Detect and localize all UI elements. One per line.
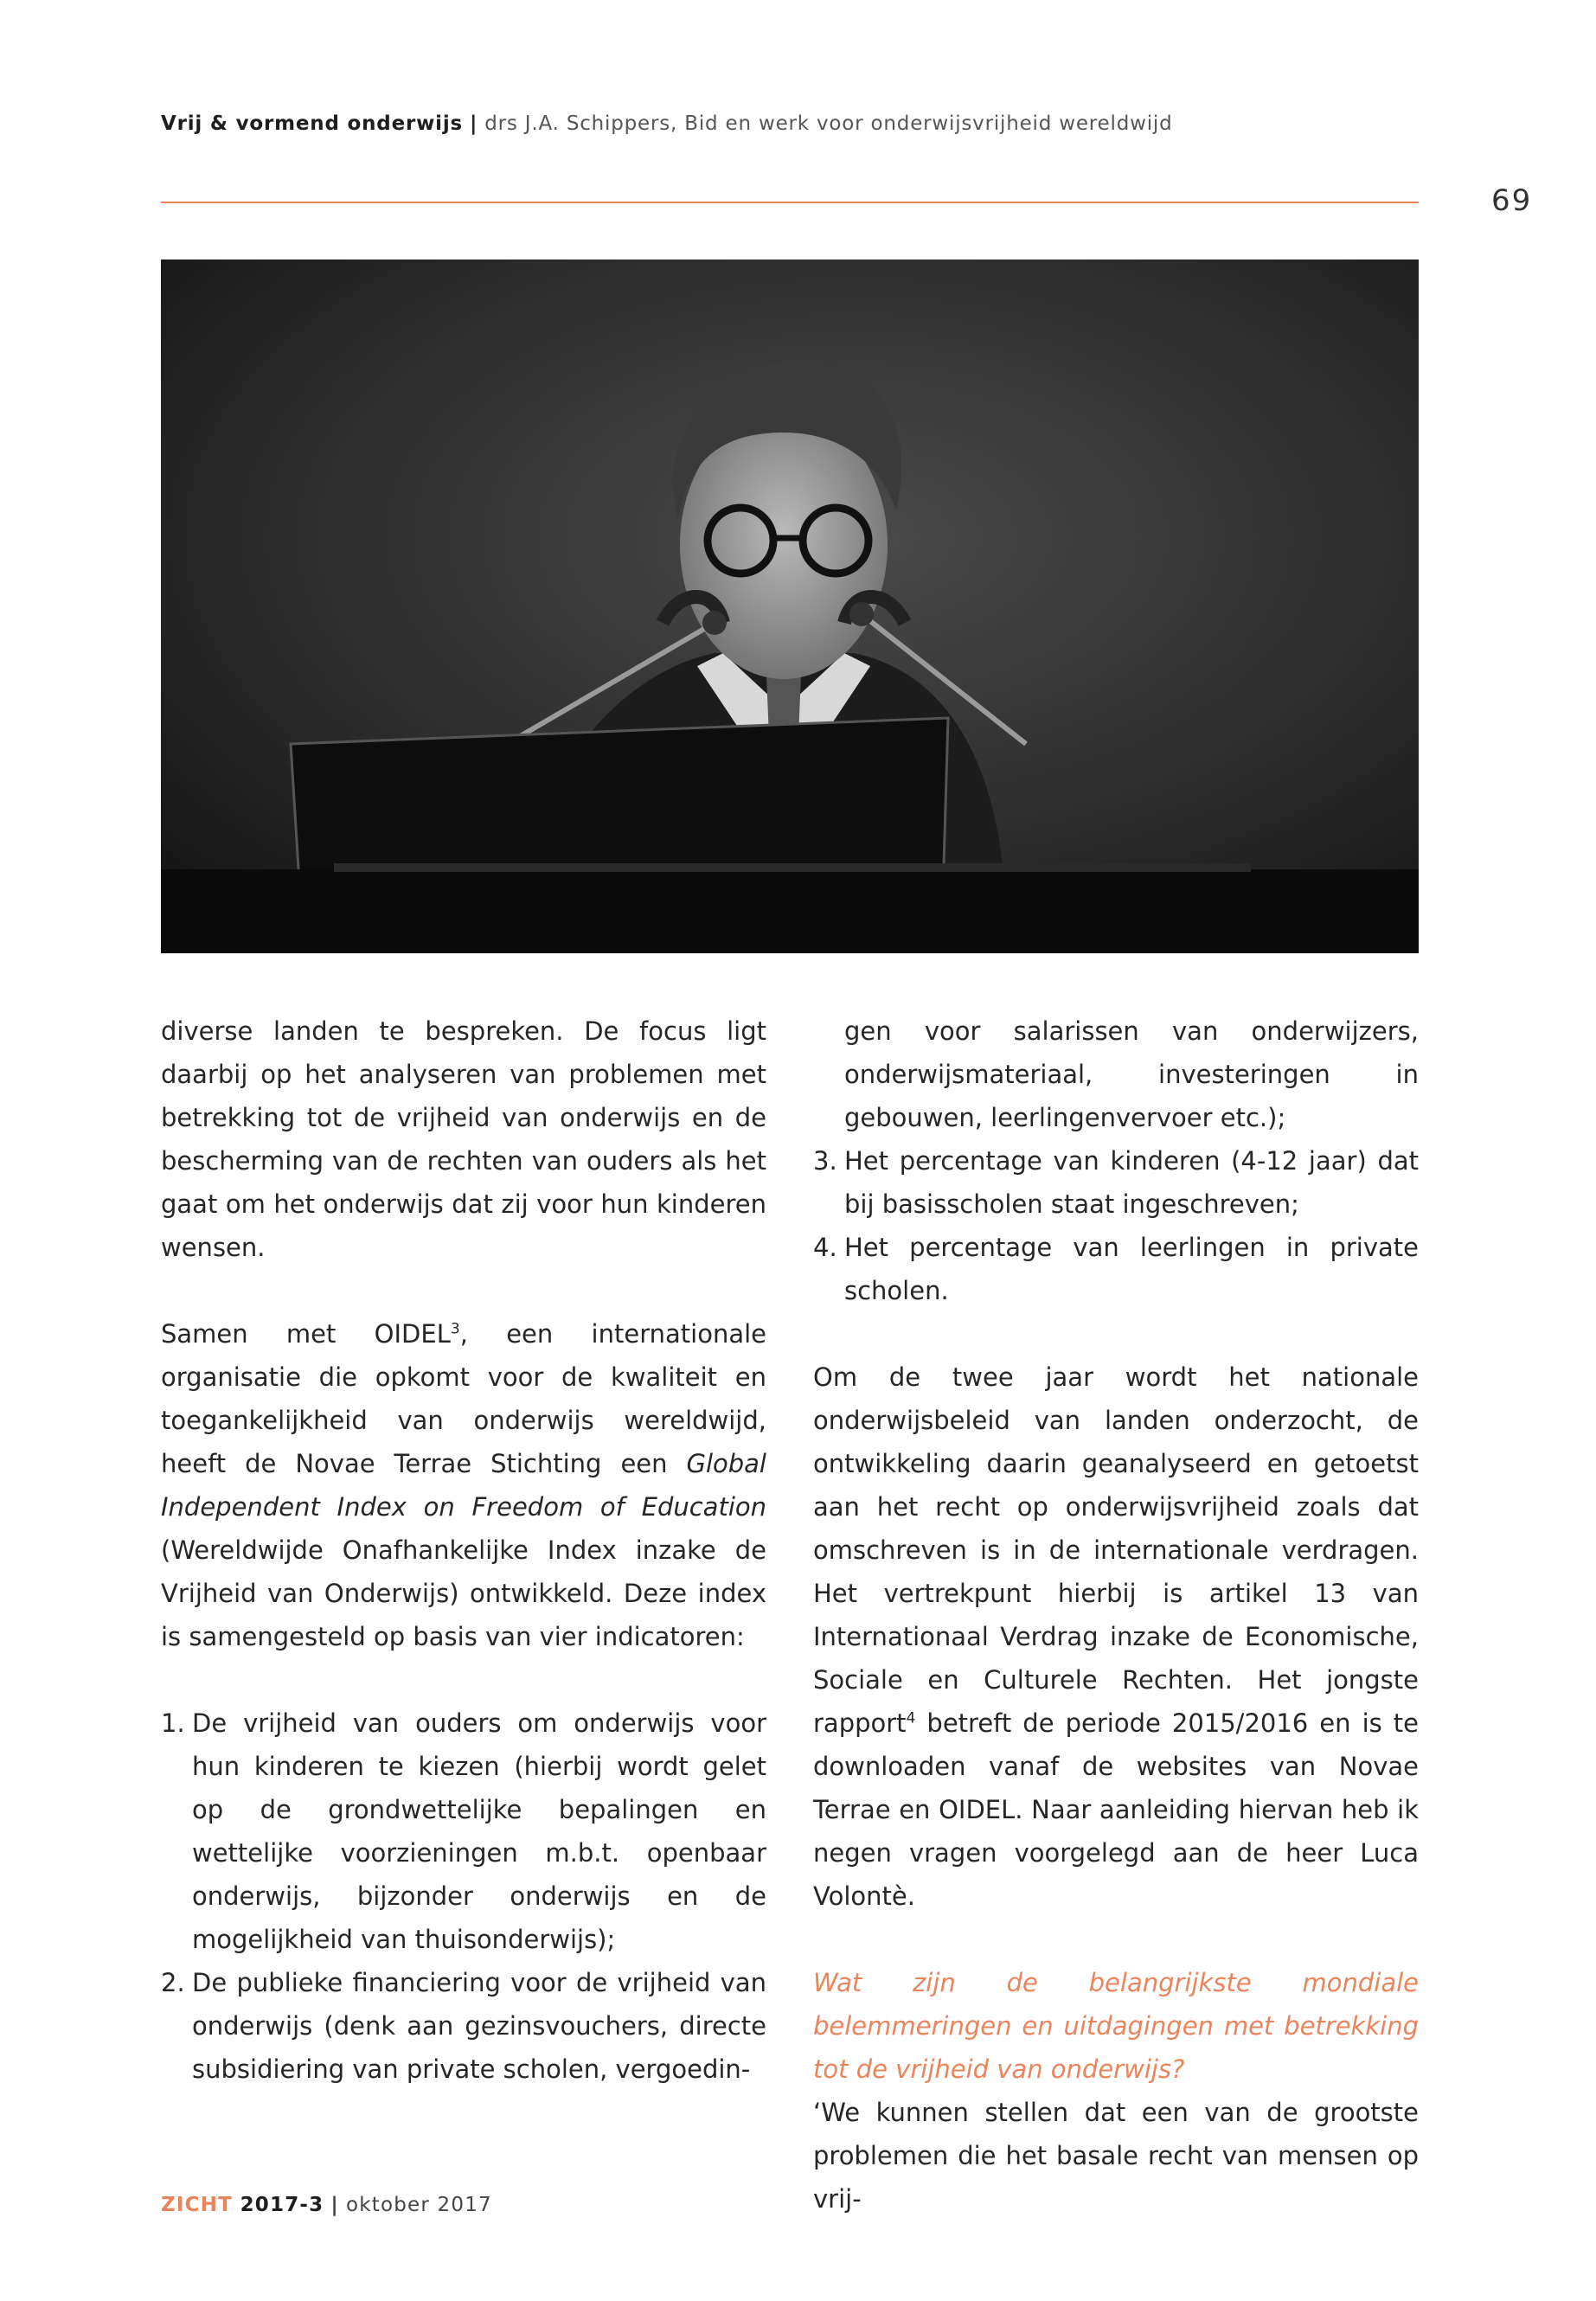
monitor-screen [291,718,948,882]
list-item [161,1702,766,1961]
index-title: Global Independent Index on Freedom of Education [161,1449,766,1522]
list-text: Het percentage van kinderen (4-12 jaar) dat bij basisscholen staat ingeschreven; [844,1146,1419,1219]
running-header [161,112,1173,135]
list-text: De publieke financiering voor de vrijheid van onderwijs (denk aan gezinsvouchers, directe subsidiering van private scholen, vergoedin- [192,1968,766,2084]
microphone-left-head [702,611,727,635]
footer-separator: | [330,2194,339,2216]
left-column [161,1009,766,2134]
list-continuation: gen voor salarissen van onderwijzers, onderwijsmateriaal, investeringen in gebouwen, leerlingenvervoer etc.); [844,1016,1419,1132]
text-run: , een internationale organisatie die opkomt voor de kwaliteit en toegankelijkheid van onderwijs wereldwijd, heeft de Novae Terrae Stichting een [161,1319,766,1478]
footer-issue: 2017-3 [240,2194,324,2216]
footer-date: oktober 2017 [345,2194,492,2216]
paragraph-report [813,1356,1419,1918]
paragraph: diverse landen te bespreken. De focus ligt daarbij op het analyseren van problemen met betrekking tot de vrijheid van onderwijs en de bescherming van de rechten van ouders als het gaat om het onderwijs dat zij voor hun kinderen wensen. [161,1016,766,1262]
publication-title: Vrij & vormend onderwijs [161,112,464,135]
list-item [813,1139,1419,1226]
microphone-right-head [849,602,874,626]
list-number: 2. [161,1968,185,1997]
list-number: 1. [161,1708,185,1738]
list-text: Het percentage van leerlingen in private scholen. [844,1233,1419,1305]
list-number: 4. [813,1233,837,1262]
page-number: 69 [1491,183,1533,218]
footnote-ref: 3 [450,1320,460,1338]
text-run: Samen met OIDEL [161,1319,451,1349]
text-run: Om de twee jaar wordt het nationale onderwijsbeleid van landen onderzocht, de ontwikkeling daarin geanalyseerd en getoetst aan het recht op onderwijsvrijheid zoals dat omschreven is in de internationale verdragen. Het vertrekpunt hierbij is artikel 13 van Internationaal Verdrag inzake de Economische, Sociale en Culturele Rechten. Het jongste rapport [813,1362,1419,1738]
paragraph-oidel [161,1312,766,1658]
podium-edge [334,863,1251,872]
list-text: De vrijheid van ouders om onderwijs voor hun kinderen te kiezen (hierbij wordt gelet op de grondwettelijke bepalingen en wettelijke voorzieningen m.b.t. openbaar onderwijs, bijzonder onderwijs en de mogelijkheid van thuisonderwijs); [192,1708,766,1954]
list-item [161,1961,766,2091]
header-subtitle: drs J.A. Schippers, Bid en werk voor onderwijsvrijheid wereldwijd [484,112,1173,135]
interview-answer: ‘We kunnen stellen dat een van de grootste problemen die het basale recht van mensen op vrij- [813,2098,1419,2214]
text-run: betreft de periode 2015/2016 en is te downloaden vanaf de websites van Novae Terrae en OIDEL. Naar aanleiding hiervan heb ik negen vragen voorgelegd aan de heer Luca Volontè. [813,1708,1419,1911]
footnote-ref: 4 [906,1709,916,1727]
interview-question: Wat zijn de belangrijkste mondiale belemmeringen en uitdagingen met betrekking tot de vrijheid van onderwijs? [813,1968,1419,2084]
text-run: (Wereldwijde Onafhankelijke Index inzake de Vrijheid van Onderwijs) ontwikkeld. Deze index is samengesteld op basis van vier indicatoren: [161,1535,766,1651]
right-column [813,1009,1419,2221]
running-footer [161,2194,492,2216]
speaker-photo [161,260,1419,953]
indicator-list-continued [813,1139,1419,1312]
indicator-list [161,1702,766,2091]
footer-brand: ZICHT [161,2194,234,2216]
podium [161,869,1419,953]
header-rule [161,202,1419,203]
list-number: 3. [813,1146,837,1176]
header-separator: | [470,112,478,135]
list-item [813,1226,1419,1312]
